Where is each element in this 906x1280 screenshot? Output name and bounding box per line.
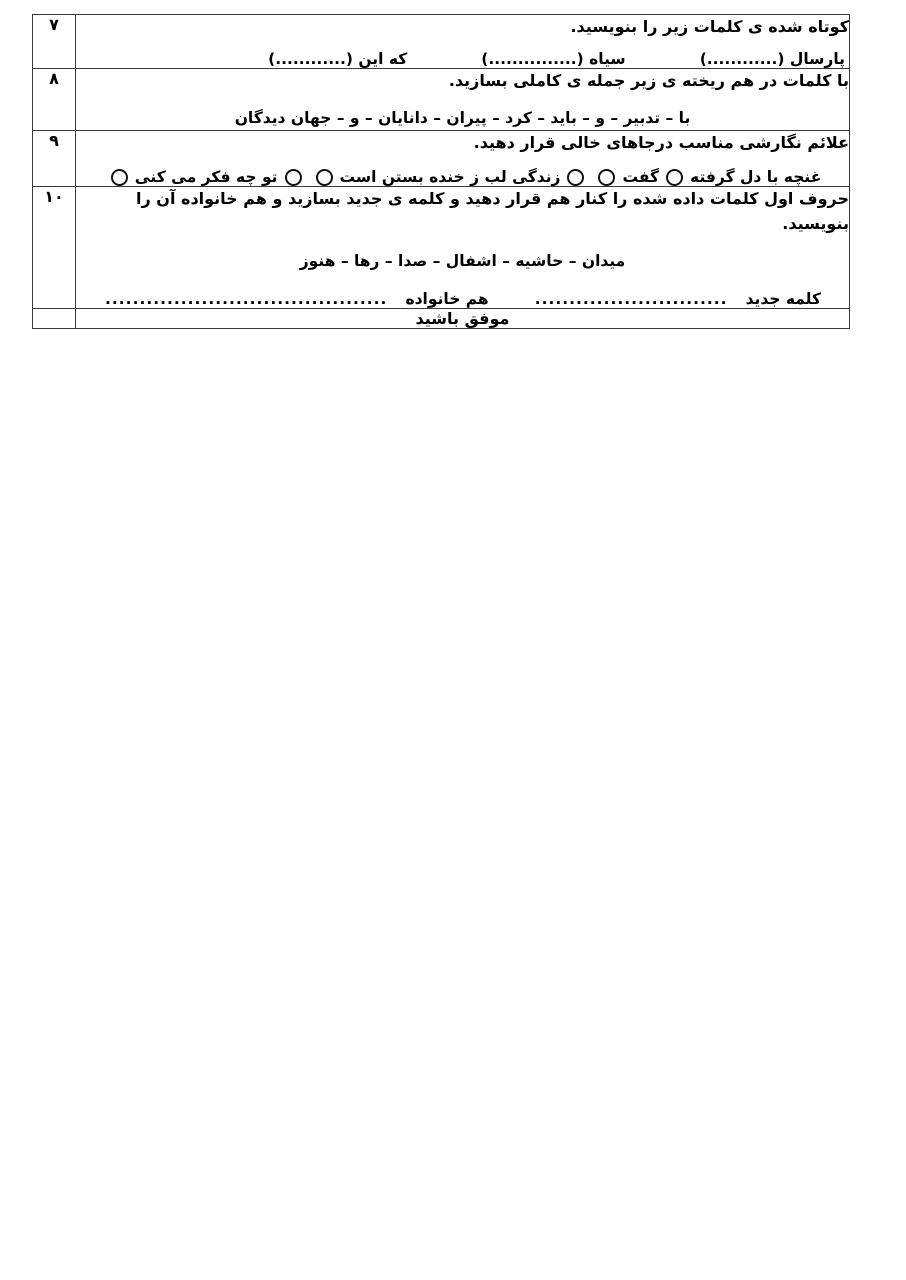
footer-number-cell [33,308,76,328]
label-new-word: کلمه جدید [745,289,821,308]
punctuation-circle-4[interactable] [316,169,333,186]
question-10-number: ۱۰ [33,187,76,308]
question-7-blank-2[interactable]: سیاه (...............) [481,49,626,68]
question-10-answer-row [76,290,849,308]
table-row-footer [33,308,850,328]
question-10-word-list: میدان – حاشیه – اشفال – صدا – رها – هنوز [299,251,626,270]
question-7-blank-3[interactable]: که این (............) [268,49,408,68]
punctuation-text-2: گفت [622,168,660,187]
blank-new-word[interactable]: ............................ [534,289,728,308]
exam-table [32,14,850,329]
question-9-prompt: علائم نگارشی مناسب درجاهای خالی قرار دهید. [473,133,849,153]
question-9-punctuation-line [76,168,849,186]
question-7-number: ۷ [33,15,76,69]
punctuation-text-3: زندگی لب ز خنده بستن است [339,168,561,187]
table-row-question-9 [33,131,850,187]
footer-message: موفق باشید [415,308,510,328]
table-row-question-8 [33,68,850,131]
punctuation-circle-3[interactable] [567,169,584,186]
question-10-prompt: حروف اول کلمات داده شده را کنار هم قرار دهید و کلمه ی جدید بسازید و هم خانواده آن را بنویسید. [136,189,849,233]
question-8-body [76,68,850,131]
question-7-body [76,15,850,69]
table-row-question-7 [33,15,850,69]
table-row-question-10 [33,187,850,308]
question-8-scrambled-words: با – تدبیر – و – باید – کرد – پیران – دانایان – و – جهان دیدگان [234,108,691,127]
question-7-blank-1[interactable]: پارسال (............) [699,49,845,68]
punctuation-text-4: تو چه فکر می کنی [134,168,278,187]
punctuation-circle-6[interactable] [111,169,128,186]
question-10-body [76,187,850,308]
footer-message-cell [76,308,850,328]
punctuation-circle-1[interactable] [666,169,683,186]
label-cognate: هم خانواده [405,289,489,308]
question-8-number: ۸ [33,68,76,131]
question-9-body [76,131,850,187]
question-7-prompt: کوتاه شده ی کلمات زیر را بنویسید. [570,17,849,36]
question-9-number: ۹ [33,131,76,187]
punctuation-circle-5[interactable] [285,169,302,186]
punctuation-circle-2[interactable] [598,169,615,186]
punctuation-text-1: غنچه با دل گرفته [690,168,822,187]
question-8-prompt: با کلمات در هم ریخته ی زیر جمله ی کاملی بسازید. [448,70,849,90]
question-7-blanks [76,50,849,68]
exam-sheet [32,14,850,329]
blank-cognate[interactable]: ......................................... [105,289,388,308]
